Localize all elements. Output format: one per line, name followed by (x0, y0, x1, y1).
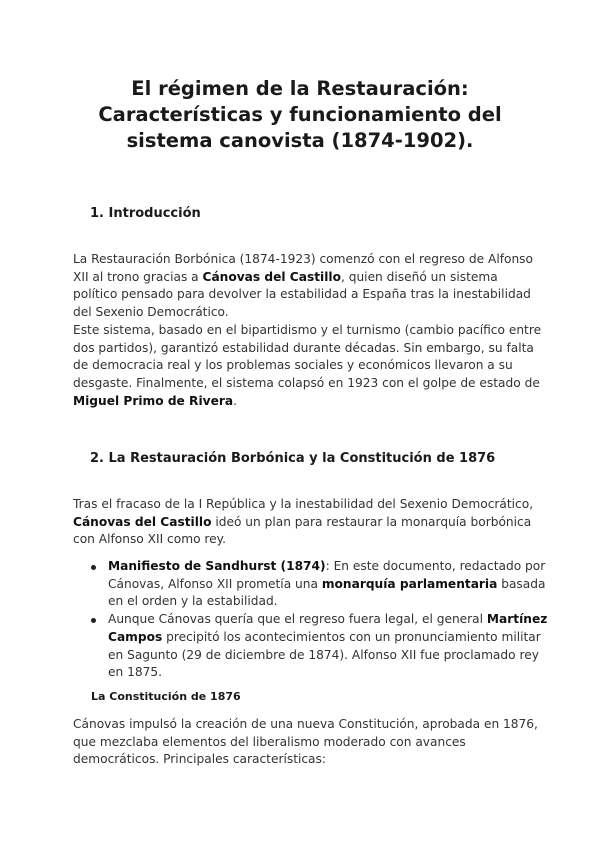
bold-primo-de-rivera: Miguel Primo de Rivera (73, 393, 234, 408)
subheading-constitucion: La Constitución de 1876 (91, 690, 241, 703)
bold-canovas: Cánovas del Castillo (73, 514, 212, 529)
intro-paragraphs (73, 251, 543, 410)
bold-monarquia: monarquía parlamentaria (321, 576, 498, 591)
list-item: Manifiesto de Sandhurst (1874): En este documento, redactado por Cánovas, Alfonso XII prometía una monarquía parlamentaria basada en el orden y la estabilidad. (108, 558, 548, 611)
section-heading-restauracion: 2. La Restauración Borbónica y la Constitución de 1876 (90, 451, 496, 466)
section2-intro-paragraph: Tras el fracaso de la I República y la inestabilidad del Sexenio Democrático, Cánovas del Castillo ideó un plan para restaurar la monarquía borbónica con Alfonso XII como rey. (73, 497, 534, 547)
constitution-paragraph: Cánovas impulsó la creación de una nueva Constitución, aprobada en 1876, que mezclaba elementos del liberalismo moderado con avances democráticos. Principales características: (73, 717, 538, 767)
bold-canovas: Cánovas del Castillo (202, 269, 341, 284)
intro-paragraph-1: La Restauración Borbónica (1874-1923) comenzó con el regreso de Alfonso XII al trono gracias a Cánovas del Castillo, quien diseñó un sistema político pensado para devolver la estabilidad a España tras la inestabilidad del Sexenio Democrático. (73, 252, 533, 320)
document-title (60, 76, 540, 154)
intro-paragraph-2: Este sistema, basado en el bipartidismo y el turnismo (cambio pacífico entre dos partidos), garantizó estabilidad durante décadas. Sin embargo, su falta de democracia real y los problemas sociales y económicos llevaron a su desgaste. Finalmente, el sistema colapsó en 1923 con el golpe de estado de Miguel Primo de Rivera. (73, 322, 542, 408)
bold-martinez-campos: Martínez Campos (108, 612, 548, 644)
bullet-list (108, 558, 548, 682)
title-line-3: sistema canovista (1874-1902). (126, 129, 474, 152)
title-line-1: El régimen de la Restauración: (131, 77, 469, 100)
section-heading-introduccion: 1. Introducción (90, 206, 201, 221)
list-item: Aunque Cánovas quería que el regreso fuera legal, el general Martínez Campos precipitó los acontecimientos con un pronunciamiento militar en Sagunto (29 de diciembre de 1874). Alfonso XII fue proclamado rey en 1875. (108, 611, 548, 682)
title-line-2: Características y funcionamiento del (98, 103, 502, 126)
bold-manifiesto: Manifiesto de Sandhurst (1874) (108, 559, 326, 573)
